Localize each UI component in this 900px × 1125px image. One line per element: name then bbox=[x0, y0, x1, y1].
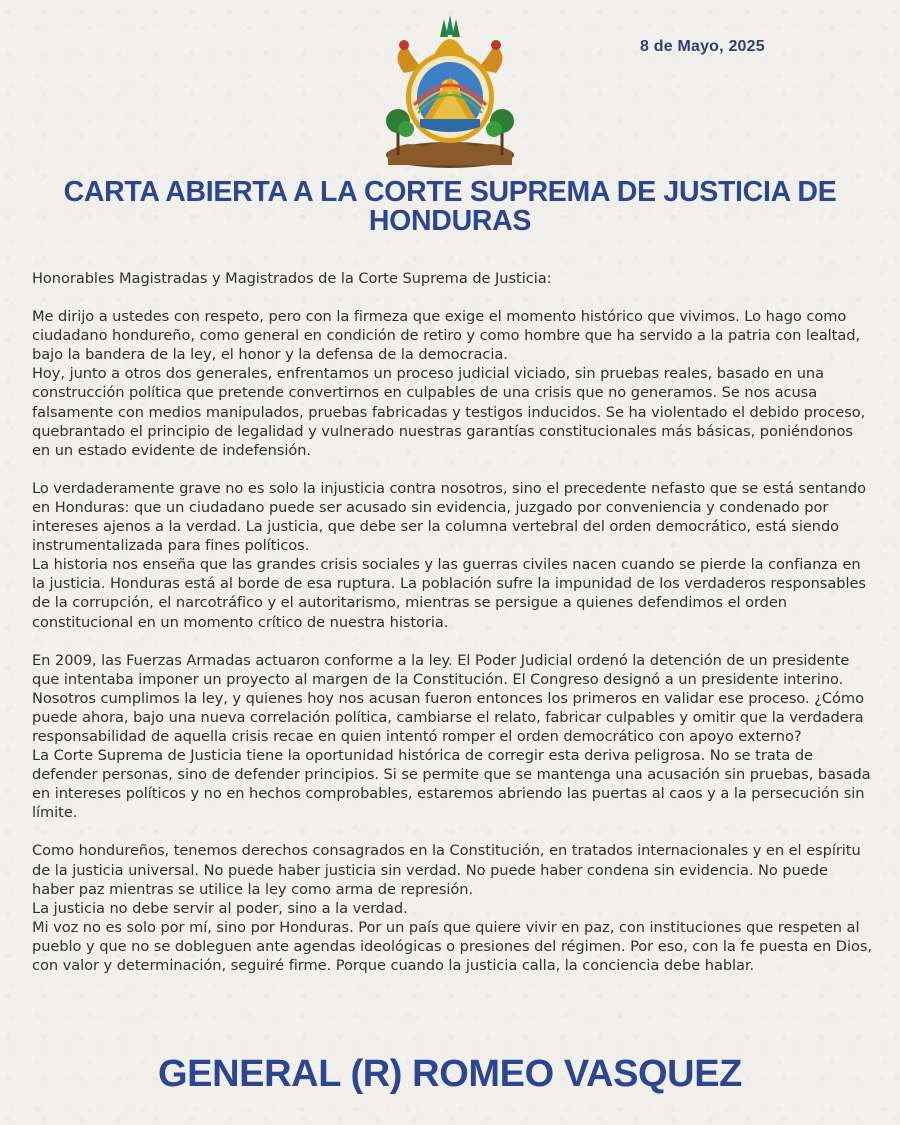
paragraph-gap bbox=[32, 460, 872, 479]
paragraph-gap bbox=[32, 288, 872, 307]
letter-date: 8 de Mayo, 2025 bbox=[640, 38, 765, 55]
letter-body bbox=[32, 269, 872, 975]
signature: GENERAL (R) ROMEO VASQUEZ bbox=[158, 1053, 742, 1095]
letter-title: CARTA ABIERTA A LA CORTE SUPREMA DE JUSTICIA DE HONDURAS bbox=[63, 176, 837, 237]
paragraph-3: En 2009, las Fuerzas Armadas actuaron conforme a la ley. El Poder Judicial ordenó la detención de un presidente que intentaba imponer un proyecto al margen de la Constitución. El Congreso designó a un presidente interino. Nosotros cumplimos la ley, y quienes hoy nos acusan fueron entonces los primeros en validar ese proceso. ¿Cómo puede ahora, bajo una nueva correlación política, cambiarse el relato, fabricar culpables y omitir que la verdadera responsabilidad de aquella crisis recae en quien intentó romper el orden democrático con apoyo externo? La Corte Suprema de Justicia tiene la oportunidad histórica de corregir esta deriva peligrosa. No se trata de defender personas, sino de defender principios. Si se permite que se mantenga una acusación sin pruebas, basada en intereses políticos y no en hechos comprobables, estaremos abriendo las puertas al caos y a la persecución sin límite. bbox=[32, 651, 871, 822]
paragraph-gap bbox=[32, 632, 872, 651]
salutation: Honorables Magistradas y Magistrados de la Corte Suprema de Justicia: bbox=[32, 270, 552, 287]
honduras-coat-of-arms-icon bbox=[384, 15, 516, 169]
paragraph-4: Como hondureños, tenemos derechos consagrados en la Constitución, en tratados internacionales y en el espíritu de la justicia universal. No puede haber justicia sin verdad. No puede haber condena sin evidencia. No puede haber paz mientras se utilice la ley como arma de represión. La justicia no debe servir al poder, sino a la verdad. Mi voz no es solo por mí, sino por Honduras. Por un país que quiere vivir en paz, con instituciones que respeten al pueblo y que no se dobleguen ante agendas ideológicas o presiones del régimen. Por eso, con la fe puesta en Dios, con valor y determinación, seguiré firme. Porque cuando la justicia calla, la conciencia debe hablar. bbox=[32, 842, 872, 974]
paragraph-1: Me dirijo a ustedes con respeto, pero con la firmeza que exige el momento histórico que vivimos. Lo hago como ciudadano hondureño, como general en condición de retiro y como hombre que ha servido a la patria con lealtad, bajo la bandera de la ley, el honor y la defensa de la democracia. Hoy, junto a otros dos generales, enfrentamos un proceso judicial viciado, sin pruebas reales, basado en una construcción política que pretende convertirnos en culpables de una crisis que no generamos. Se nos acusa falsamente con medios manipulados, pruebas fabricadas y testigos inducidos. Se ha violentado el debido proceso, quebrantado el principio de legalidad y vulnerado nuestras garantías constitucionales más básicas, poniéndonos en un estado evidente de indefensión. bbox=[32, 308, 866, 459]
paragraph-gap bbox=[32, 822, 872, 841]
paragraph-2: Lo verdaderamente grave no es solo la injusticia contra nosotros, sino el precedente nefasto que se está sentando en Honduras: que un ciudadano puede ser acusado sin evidencia, juzgado por conveniencia y condenado por intereses ajenos a la verdad. La justicia, que debe ser la columna vertebral del orden democrático, está siendo instrumentalizada para fines políticos. La historia nos enseña que las grandes crisis sociales y las guerras civiles nacen cuando se pierde la confianza en la justicia. Honduras está al borde de esa ruptura. La población sufre la impunidad de los verdaderos responsables de la corrupción, el narcotráfico y el autoritarismo, mientras se persigue a quienes defendimos el orden constitucional en un momento crítico de nuestra historia. bbox=[32, 479, 866, 631]
